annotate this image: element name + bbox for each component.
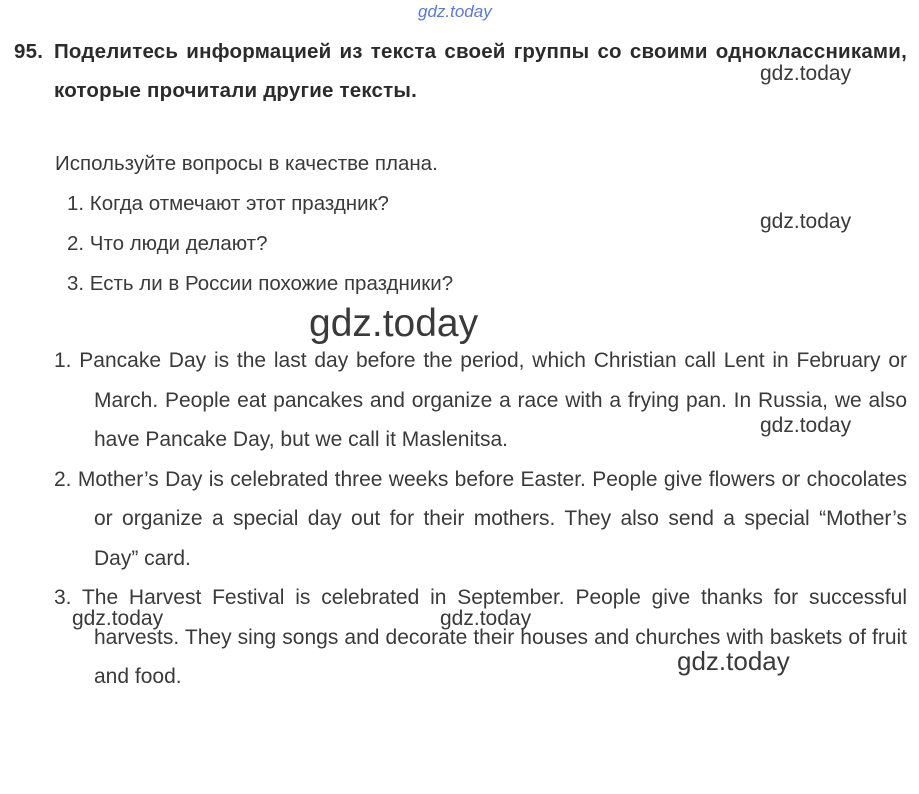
watermark: gdz.today	[677, 646, 790, 676]
answer-item: 3. The Harvest Festival is celebrated in September. People give thanks for successful harvests. They sing songs and decorate their houses and churches with baskets of fruit and food.	[54, 586, 907, 688]
answer-item: 1. Pancake Day is the last day before the period, which Christian call Lent in February or March. People eat pancakes and organize a race with a frying pan. In Russia, we also have Pancake Day, but we call it Maslenitsa.	[54, 349, 907, 451]
watermark: gdz.today	[760, 210, 852, 233]
plan-question: 3. Есть ли в России похожие праздники?	[67, 272, 454, 295]
task-text: Поделитесь информацией из текста своей группы со своими одноклассниками, которые прочитали другие тексты.	[54, 40, 907, 102]
task-number: 95.	[14, 40, 44, 63]
plan-question: 2. Что люди делают?	[67, 232, 268, 255]
watermark: gdz.today	[440, 607, 532, 630]
watermark: gdz.today	[309, 302, 479, 345]
plan-intro: Используйте вопросы в качестве плана.	[55, 152, 438, 175]
plan-question: 1. Когда отмечают этот праздник?	[67, 192, 389, 215]
watermark: gdz.today	[760, 414, 852, 437]
answers-list	[54, 341, 907, 697]
watermark: gdz.today	[760, 62, 852, 85]
answer-item: 2. Mother’s Day is celebrated three weeks before Easter. People give flowers or chocolates or organize a special day out for their mothers. They also send a special “Mother’s Day” card.	[54, 467, 907, 570]
watermark: gdz.today	[72, 607, 164, 630]
watermark-top: gdz.today	[418, 2, 492, 21]
